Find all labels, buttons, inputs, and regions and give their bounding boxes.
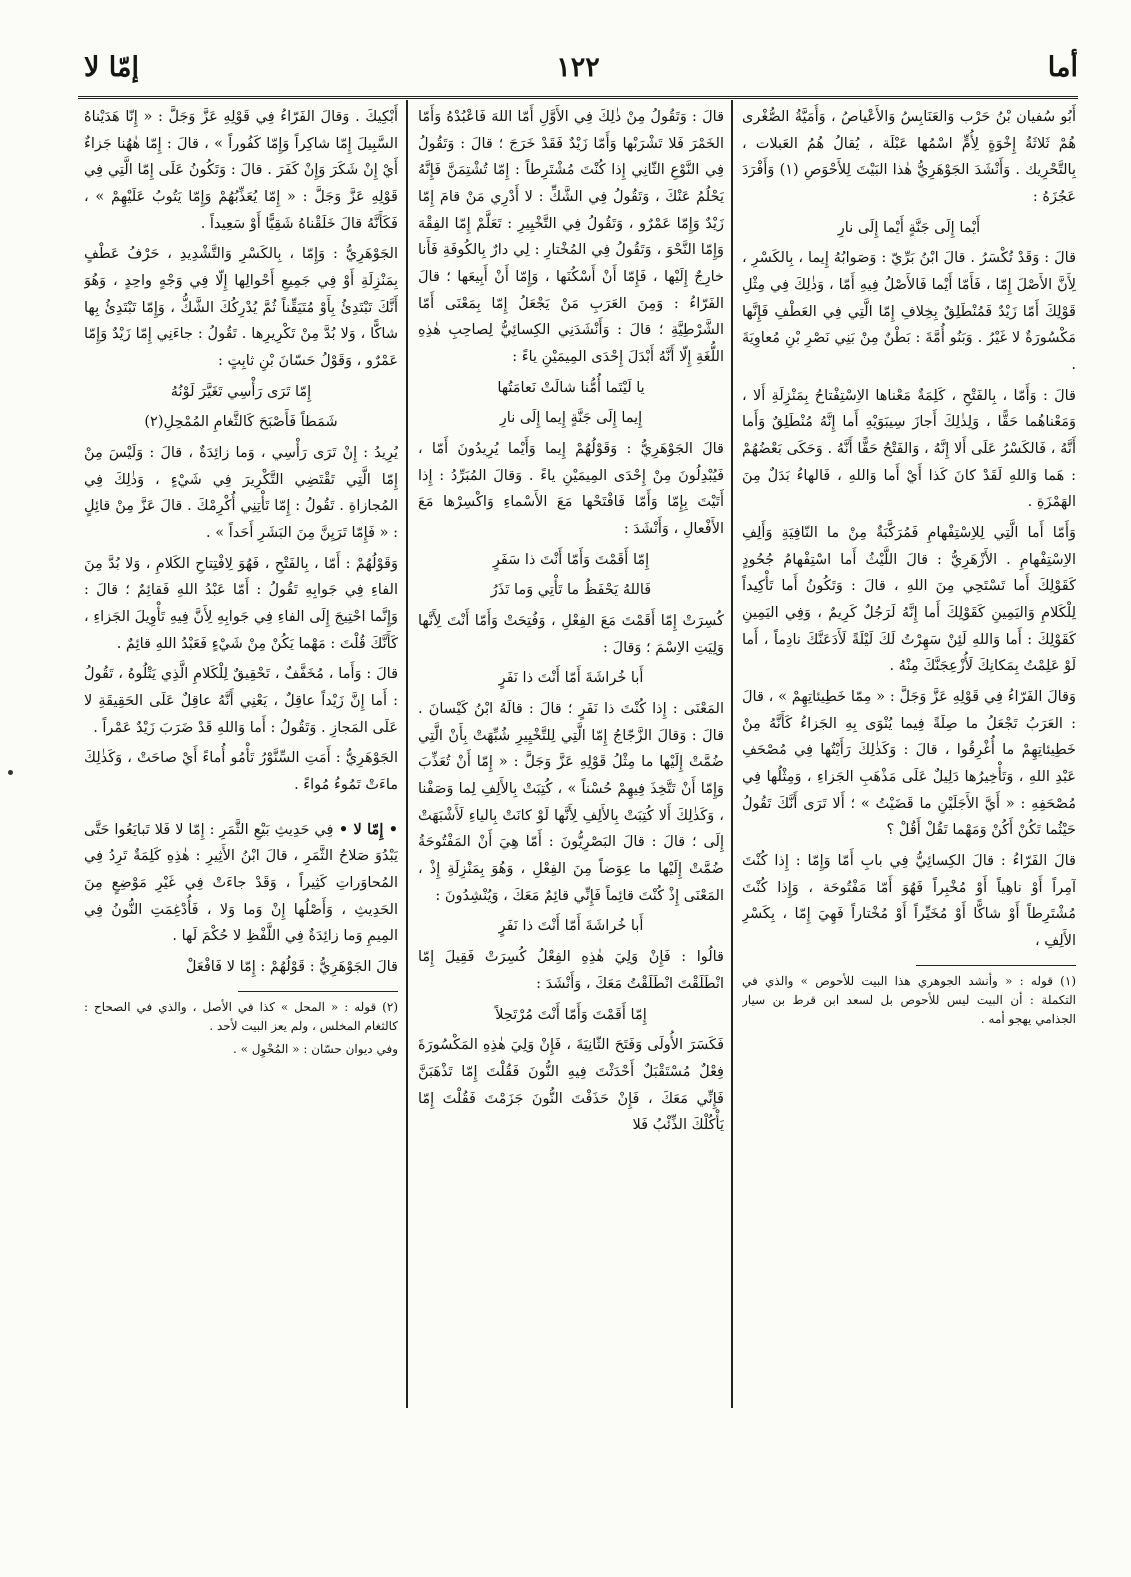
middle-column-verse-line: أَبا خُراشَةَ أَمّا أَنْتَ ذا نَفَرٍ — [498, 918, 644, 935]
left-column-verse-line: شَمَطاً فَأَصْبَحَ كَالثَّغامِ المُمْحِلِ(٢) — [144, 414, 338, 431]
left-column-paragraph: الجَوْهَرِيُّ : وَإِمّا ، بِالكَسْرِ وَالتَّشْدِيدِ ، حَرْفُ عَطْفٍ بِمَنْزِلَةِ أَوْ فِي جَمِيعِ أَحْوالِها إِلّا فِي وَجْهٍ واحِدٍ ، وَهُوَ أَنَّكَ تَبْتَدِئُ بِأَوْ مُتَيَقِّناً ثُمَّ يُدْرِكُكَ الشَّكُّ ، وَإِمّا تَبْتَدِئُ بِها شاكًّا ، وَلا بُدَّ مِنْ تَكْرِيرِها . تَقُولُ : جاءَنِي إِمّا زَيْدٌ وَإِمّا عَمْرٌو ، وَقَوْلُ حَسّانَ بْنِ ثابِتٍ : — [84, 246, 398, 370]
middle-column-verse-line: إِمّا أَقَمْتَ وَأَمّا أَنْتَ مُرْتَحِلاً — [495, 1006, 647, 1023]
left-column-footnote: وفي ديوان حسّان : « المُحْوِل » . — [233, 1042, 398, 1057]
middle-column-paragraph: قالَ الجَوْهَرِيُّ : وَقَوْلُهُمْ إِيما وَأَيْما يُرِيدُونَ أَمّا ، فَيُبْدِلُونَ مِنْ إِحْدَى المِيمَيْنِ ياءً . وَقالَ المُبَرِّدُ : إِذا أَتَيْتَ بِإِمّا وَأَمّا فَافْتَحْها مَعَ الأَسْماءِ وَاكْسِرْها مَعَ الأَفْعالِ ، وَأَنْشَدَ : — [418, 441, 724, 538]
page-number: ١٢٢ — [556, 52, 600, 83]
left-column-footnote: (٢) قوله : « المحل » كذا في الأصل ، والذي في الصحاح : كالثغام المخلس ، ولم يعز البيت لأحد . — [84, 999, 398, 1034]
running-head-right: أما — [1047, 52, 1078, 83]
right-column-paragraph: قالَ : وَأَمّا ، بِالفَتْحِ ، كَلِمَةٌ مَعْناها الاِسْتِفْتاحُ بِمَنْزِلَةِ أَلا ، وَمَعْناهُما حَقًّا ، وَلِذٰلِكَ أَجازَ سِيبَوَيْهِ أَما إِنَّهُ مُنْطَلِقٌ وَأَما أَنَّهُ ، فَالكَسْرُ عَلَى أَلا إِنَّهُ ، وَالفَتْحُ حَقًّا أَنَّهُ . وَحَكَى بَعْضُهُمْ : هَما وَاللهِ لَقَدْ كانَ كَذا أَيْ أَما وَاللهِ ، فَالهاءُ بَدَلٌ مِنَ الهَمْزَةِ . — [742, 387, 1076, 511]
entry-imma-la — [84, 817, 398, 950]
left-column-paragraph: الجَوْهَرِيُّ : أَمَتِ السِّنَّوْرُ تَأْمُو أُماءً أَيْ صاحَتْ ، وَكَذٰلِكَ ماءَتْ تَمُوءُ مُواءً . — [84, 750, 398, 794]
column-middle — [418, 104, 724, 1400]
entry-body: قالَ الجَوْهَرِيُّ : قَوْلُهُمْ : إِمّا لا فَافْعَلْ — [185, 959, 398, 976]
right-column-paragraph: وَأَمّا أَما الَّتِي لِلاِسْتِفْهامِ فَمُرَكَّبَةٌ مِنْ ما النّافِيَةِ وَأَلِفِ الاِسْتِفْهامِ . الأَزْهَرِيُّ : قالَ اللَّيْثُ أَما اسْتِفْهامُ جُحُودٍ كَقَوْلِكَ أَما تَسْتَحِي مِنَ اللهِ ، قالَ : وَتَكُونُ أَما تَأْكِيداً لِلْكَلامِ وَاليَمِينِ كَقَوْلِكَ أَما إِنَّهُ لَرَجُلٌ كَرِيمٌ ، وَفِي اليَمِينِ كَقَوْلِكَ : أَما وَاللهِ لَئِنْ سَهِرْتُ لَكَ لَيْلَةً لَأَدَعَنَّكَ نادِماً ، أَما لَوْ عَلِمْتُ بِمَكانِكَ لَأُزْعِجَنَّكَ مِنْهُ . — [742, 525, 1076, 675]
right-column-footnote-rule — [916, 965, 1076, 966]
right-column-paragraph: وَقالَ الفَرّاءُ فِي قَوْلِهِ عَزَّ وَجَلَّ : « مِمّا خَطِيئاتِهِمْ » ، قالَ : العَرَبُ تَجْعَلُ ما صِلَةً فِيما يُنْوَى بِهِ الجَزاءُ كَأَنَّهُ مِنْ خَطِيئاتِهِمْ ما أُغْرِقُوا ، قالَ : وَكَذٰلِكَ رَأَيْتُها فِي مُصْحَفِ عَبْدِ اللهِ ، وَتَأْخِيرُها دَلِيلٌ عَلَى مَذْهَبِ الجَزاءِ ، وَمِثْلُها فِي مُصْحَفِهِ : « أَيَّ الأَجَلَيْنِ ما قَضَيْتُ » ؛ أَلا تَرَى أَنَّكَ تَقُولُ حَيْثُما تَكُنْ أَكُنْ وَمَهْما تَقُلْ أَقُلْ ؟ — [742, 689, 1076, 839]
middle-column-verse-line: أَبا خُراشَةَ أَمّا أَنْتَ ذا نَفَرٍ — [498, 670, 644, 687]
left-column-paragraph: يُرِيدُ : إِنْ تَرَى رَأْسِي ، وَما زائِدَةٌ ، قالَ : وَلَيْسَ مِنْ إِمّا الَّتِي تَقْتَضِي التَّكْرِيرَ فِي شَيْءٍ ، وَذٰلِكَ فِي المُجازاةِ . تَقُولُ : إِمّا تَأْتِنِي أُكْرِمْكَ . قالَ عَزَّ مِنْ قائِلٍ : « فَإِمّا تَرَيِنَّ مِنَ البَشَرِ أَحَداً » . — [84, 445, 398, 542]
column-divider-right — [731, 100, 733, 1408]
middle-column-paragraph: قالُوا : فَإِنْ وَلِيَ هٰذِهِ الفِعْلُ كُسِرَتْ فَقِيلَ إِمّا انْطَلَقْتَ انْطَلَقْتُ مَعَكَ ، وَأَنْشَدَ : — [418, 949, 724, 992]
middle-column-paragraph: فَكَسَرَ الأُولَى وَفَتَحَ الثّانِيَةَ ، فَإِنْ وَلِيَ هٰذِهِ المَكْسُورَةَ فِعْلٌ مُسْتَقْبَلٌ أَحْدَثْتَ فِيهِ النُّونَ فَقُلْتَ إِمّا تَذْهَبَنَّ فَإِنِّي مَعَكَ ، فَإِنْ حَذَفْتَ النُّونَ جَزَمْتَ فَقُلْتَ إِمّا يَأْكُلْكَ الذِّئْبُ فَلا — [418, 1037, 724, 1134]
column-divider-left — [406, 100, 408, 1408]
middle-column-verse-line: فَاللهُ يَحْفَظُ ما تَأْتِي وَما تَذَرُ — [490, 582, 652, 599]
right-column-footnote: (١) قوله : « وأنشد الجوهري هذا البيت للأحوص » والذي في التكملة : أن البيت ليس للأحوص بل لسعد ابن قرط بن سيار الجذامي يهجو أمه . — [742, 973, 1076, 1027]
middle-column-verse-line: إِيما إِلَى جَنَّةٍ إِيما إِلَى نارِ — [499, 410, 643, 427]
column-right — [742, 104, 1076, 1400]
middle-column-verse-line: إِمّا أَقَمْتَ وَأَمّا أَنْتَ ذا سَفَرٍ — [492, 551, 650, 568]
middle-column-paragraph: كُسِرَتْ إِمّا أَقَمْتَ مَعَ الفِعْلِ ، وَفُتِحَتْ وَأَمّا أَنْتَ لِأَنَّها وَلِيَتِ الاِسْمَ ؛ وَقالَ : — [418, 613, 724, 656]
left-column-paragraph: قالَ : وَأَما ، مُخَفَّفٌ ، تَحْقِيقٌ لِلْكَلامِ الَّذِي يَتْلُوهُ ، تَقُولُ : أَما إِنَّ زَيْداً عاقِلٌ ، يَعْنِي أَنَّهُ عاقِلٌ عَلَى الحَقِيقَةِ لا عَلَى المَجازِ . وَتَقُولُ : أَما وَاللهِ قَدْ ضَرَبَ زَيْدٌ عَمْراً . — [84, 666, 398, 736]
middle-column-verse-line: يا لَيْتَما أُمُّنا شالَتْ نَعامَتُها — [497, 379, 645, 396]
right-column-paragraph: قالَ : وَقَدْ تُكْسَرُ . قالَ ابْنُ بَرِّيّ : وَصَوابُهُ إِيما ، بِالكَسْرِ ، لِأَنَّ الأَصْلَ إِمّا ، فَأَمّا أَيْما فَالأَصْلُ فِيهِ أَمّا ، وَذٰلِكَ فِي مِثْلِ قَوْلِكَ أَمّا زَيْدٌ فَمُنْطَلِقٌ بِخِلافِ إِمّا الَّتِي فِي العَطْفِ فَإِنَّها مَكْسُورَةٌ لا غَيْرُ . وَبَنُو أُمَّةَ : بَطْنٌ مِنْ بَنِي نَصْرِ بْنِ مُعاوِيَةَ . — [742, 250, 1076, 374]
left-column-verse-line: إِمّا تَرَى رَأْسِي تَغَيَّرَ لَوْنُهُ — [170, 383, 312, 400]
running-head-left: إمّا لا — [84, 52, 139, 83]
entry-headword: • إِمّا لا • — [333, 820, 398, 838]
page-header — [78, 52, 1078, 96]
left-column-paragraph: أَبْكِيكَ . وَقالَ الفَرّاءُ فِي قَوْلِهِ عَزَّ وَجَلَّ : « إِنّا هَدَيْناهُ السَّبِيلَ إِمّا شاكِراً وَإِمّا كَفُوراً » ، قالَ : إِمّا هٰهُنا جَزاءٌ أَيْ إِنْ شَكَرَ وَإِنْ كَفَرَ . قالَ : وَتَكُونُ عَلَى إِمّا الَّتِي فِي قَوْلِهِ عَزَّ وَجَلَّ : « إِمّا يُعَذِّبُهُمْ وَإِمّا يَتُوبُ عَلَيْهِمْ » ، فَكَأَنَّهُ قالَ خَلَقْناهُ شَقِيًّا أَوْ سَعِيداً . — [84, 109, 398, 232]
margin-mark — [8, 770, 13, 775]
left-column-footnote-rule — [238, 991, 398, 992]
right-column-verse-line: أَيْما إِلَى جَنَّةٍ أَيْما إِلَى نارِ — [837, 219, 981, 236]
header-rule — [78, 96, 1078, 99]
middle-column-paragraph: قالَ : وَتَقُولُ مِنْ ذٰلِكَ فِي الأَوَّلِ أَمّا اللهَ فَاعْبُدْهُ وَأَمّا الخَمْرَ فَلا تَشْرَبْها وَأَمّا زَيْدٌ فَقَدْ خَرَجَ ؛ قالَ : وَتَقُولُ فِي النَّوْعِ الثّانِي إِذا كُنْتَ مُشْتَرِطاً : إِمّا تُشْتِمَنَّ فَإِنَّهُ يَحْلُمُ عَنْكَ ، وَتَقُولُ فِي الشَّكِّ : لا أَدْرِي مَنْ قامَ إِمّا زَيْدٌ وَإِمّا عَمْرٌو ، وَتَقُولُ فِي التَّخْيِيرِ : تَعَلَّمْ إِمّا الفِقْهَ وَإِمّا النَّحْوَ ، وَتَقُولُ فِي المُخْتارِ : لِي دارٌ بِالكُوفَةِ فَأَنا خارِجٌ إِلَيْها ، فَإِمّا أَنْ أَسْكُنَها ، وَإِمّا أَنْ أَبِيعَها ؛ قالَ الفَرّاءُ : وَمِنَ العَرَبِ مَنْ يَجْعَلُ إِمّا بِمَعْنَى أَمّا الشَّرْطِيَّةِ ؛ قالَ : وَأَنْشَدَنِي الكِسائِيُّ لِصاحِبِ هٰذِهِ اللُّغَةِ إِلّا أَنَّهُ أَبْدَلَ إِحْدَى المِيمَيْنِ ياءً : — [418, 109, 724, 366]
right-column-paragraph: أَبُو سُفيان بْنُ حَرْب وَالعَنَابِسُ وَالأَعْياصُ ، وَأُمَيَّةُ الصُّغْرى هُمْ ثَلاثَةُ إِخْوَةٍ لِأُمٍّ اسْمُها عَبْلَة ، يُقالُ هُمُ العَبلات ، بِالتَّحْرِيك . وَأَنْشَدَ الجَوْهَرِيُّ هٰذا البَيْتَ لِلأَحْوَصِ (١) وَأَفْرَدَ عَجُزَهُ : — [742, 109, 1076, 206]
entry-body: فِي حَدِيثِ بَيْعِ الثَّمَرِ : إِمّا لا فَلا تَبايَعُوا حَتَّى يَبْدُوَ صَلاحُ الثَّمَرِ ، قالَ ابْنُ الأَثِيرِ : هٰذِهِ كَلِمَةٌ تَرِدُ فِي المُحاوَراتِ كَثِيراً ، وَقَدْ جاءَتْ فِي غَيْرِ مَوْضِعٍ مِنَ الحَدِيثِ ، وَأَصْلُها إِنْ وَما وَلا ، فَأُدْغِمَتِ النُّونُ فِي المِيمِ وَما زائِدَةٌ فِي اللَّفْظِ لا حُكْمَ لَها . — [84, 821, 398, 945]
middle-column-paragraph: المَعْنَى : إِذا كُنْتَ ذا نَفَرٍ ؛ قالَ : قالَهُ ابْنُ كَيْسانَ . قالَ : وَقالَ الزَّجّاجُ إِمّا الَّتِي لِلتَّخْيِيرِ شُبِّهَتْ بِأَنْ الَّتِي ضُمَّتْ إِلَيْها ما مِثْلُ قَوْلِهِ عَزَّ وَجَلَّ : « إِمّا أَنْ تُعَذِّبَ وَإِمّا أَنْ تَتَّخِذَ فِيهِمْ حُسْناً » ، كُتِبَتْ بِالأَلِفِ لِما وَصَفْنا ، وَكَذٰلِكَ أَلا كُتِبَتْ بِالأَلِفِ لِأَنَّها لَوْ كانَتْ بِالياءِ لَأَشْبَهَتْ إِلَى ؛ قالَ : قالَ البَصْرِيُّونَ : أَمّا هِيَ أَنْ المَفْتُوحَةُ ضُمَّتْ إِلَيْها ما عِوَضاً مِنَ الفِعْلِ ، وَهُوَ بِمَنْزِلَةِ إِذْ ، المَعْنَى إِذْ كُنْتَ قائِماً فَإِنِّي قائِمٌ مَعَكَ ، وَيُنْشِدُونَ : — [418, 701, 724, 904]
left-column-paragraph: وَقَوْلُهُمْ : أَمّا ، بِالفَتْحِ ، فَهُوَ لِافْتِتاحِ الكَلامِ ، وَلا بُدَّ مِنَ الفاءِ فِي جَوابِهِ تَقُولُ : أَمّا عَبْدُ اللهِ فَقائِمٌ ؛ قالَ : وَإِنَّما احْتِيجَ إِلَى الفاءِ فِي جَوابِهِ لِأَنَّ فِيهِ تَأْوِيلَ الجَزاءِ ، كَأَنَّكَ قُلْتَ : مَهْما يَكُنْ مِنْ شَيْءٍ فَعَبْدُ اللهِ قائِمٌ . — [84, 555, 398, 652]
right-column-paragraph: قالَ الفَرّاءُ : قالَ الكِسائِيُّ فِي بابِ أَمّا وَإِمّا : إِذا كُنْتَ آمِراً أَوْ ناهِياً أَوْ مُخْبِراً فَهُوَ أَمّا مَفْتُوحَة ، وَإِذا كُنْتَ مُشْتَرِطاً أَوْ شاكًّا أَوْ مُخَيِّراً أَوْ مُخْتاراً فَهِيَ إِمّا ، بِكَسْرِ الأَلِفِ ، — [742, 853, 1076, 950]
column-left — [84, 104, 398, 1400]
